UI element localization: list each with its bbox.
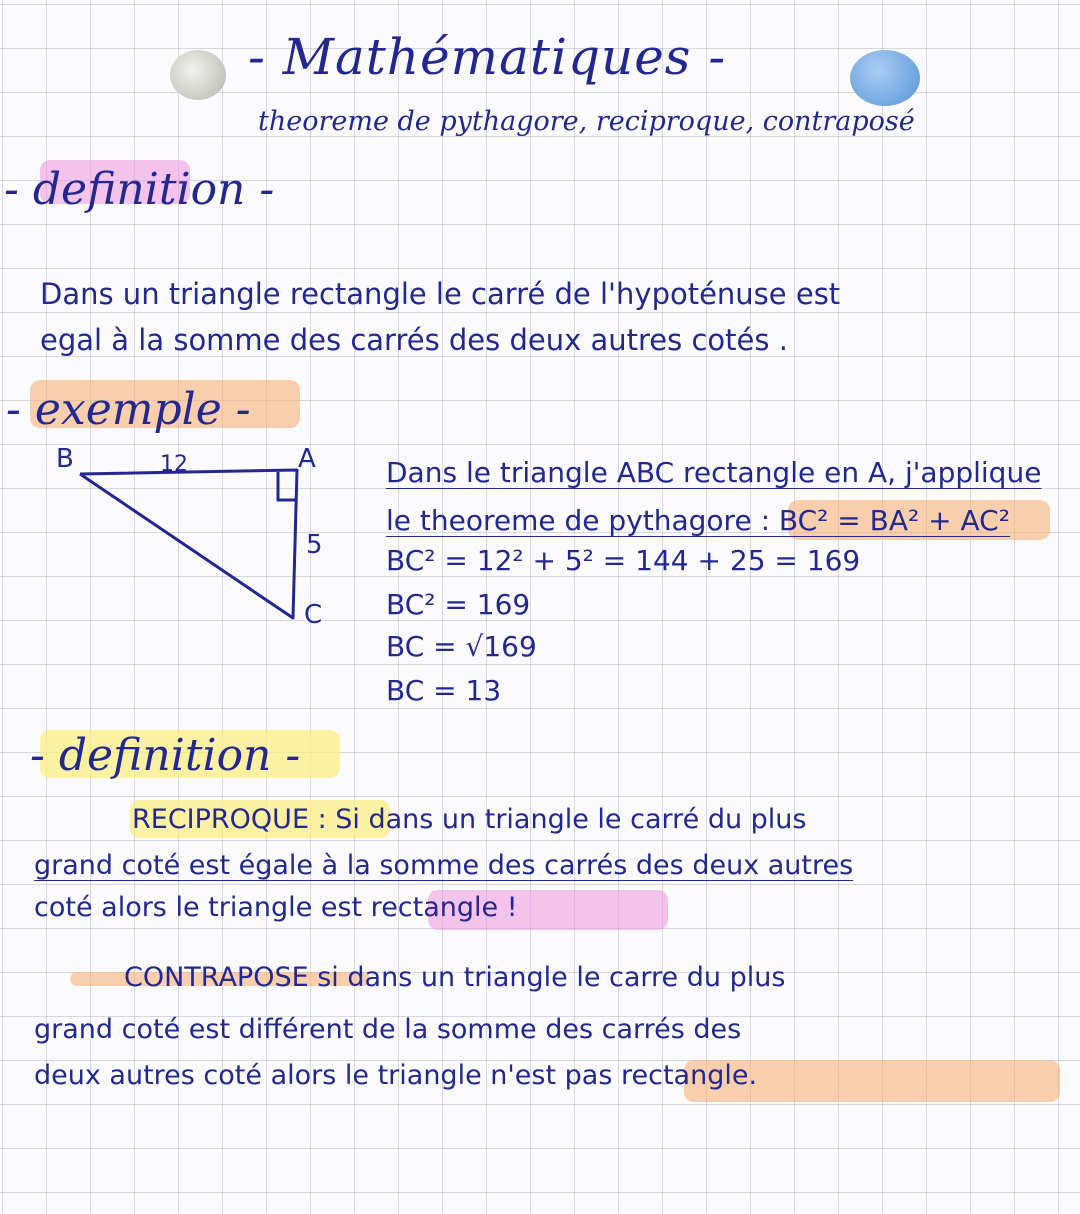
contrapose-line-2: grand coté est différent de la somme des carrés des [34,1014,742,1045]
vertex-label-b: B [56,444,74,474]
reciprocal-line-1: RECIPROQUE : Si dans un triangle le carré du plus [132,804,807,835]
example-heading: - exemple - [6,384,251,435]
vertex-label-a: A [298,444,316,474]
side-label-ba: 12 [160,452,188,477]
example-line-2: le theoreme de pythagore : BC² = BA² + AC² [386,504,1010,537]
example-line-5: BC = √169 [386,630,537,663]
page-title: - Mathématiques - [248,28,727,86]
example-line-1: Dans le triangle ABC rectangle en A, j'applique [386,456,1042,489]
punch-hole-right [850,50,920,106]
definition-line-2: egal à la somme des carrés des deux autres cotés . [40,323,788,357]
reciprocal-line-2: grand coté est égale à la somme des carrés des deux autres [34,850,854,881]
triangle-shape [80,470,297,618]
side-label-ac: 5 [306,530,323,560]
reciprocal-heading: - definition - [30,730,301,781]
definition-heading: - definition - [4,164,275,215]
example-line-6: BC = 13 [386,674,502,707]
right-angle-marker [278,472,296,500]
definition-line-1: Dans un triangle rectangle le carré de l'hypoténuse est [40,277,841,311]
vertex-label-c: C [304,600,323,630]
page-subtitle: theoreme de pythagore, reciproque, contraposé [258,106,915,137]
example-line-4: BC² = 169 [386,588,531,621]
punch-hole-left [170,50,226,100]
example-line-3: BC² = 12² + 5² = 144 + 25 = 169 [386,544,861,577]
contrapose-line-1: CONTRAPOSE si dans un triangle le carre du plus [124,962,786,993]
contrapose-line-3: deux autres coté alors le triangle n'est pas rectangle. [34,1060,758,1091]
reciprocal-line-3: coté alors le triangle est rectangle ! [34,892,518,923]
